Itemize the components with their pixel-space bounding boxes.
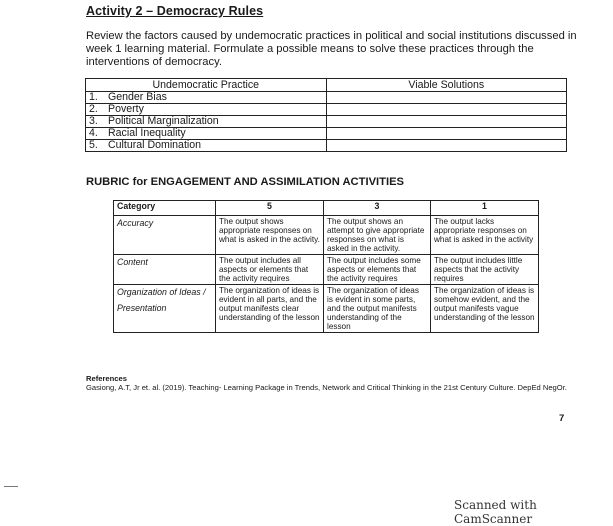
rubric-category: Organization of Ideas / xyxy=(117,287,206,297)
rubric-row-content xyxy=(114,255,539,285)
rubric-score-3-text: The organization of ideas is evident in some parts, and the output manifests understanding of the lesson xyxy=(324,285,431,333)
table-row xyxy=(86,128,567,140)
table-row xyxy=(86,92,567,104)
rubric-header-score-3: 3 xyxy=(324,201,431,216)
practices-table xyxy=(85,78,567,152)
rubric-score-3-text: The output shows an attempt to give appropriate responses on what is asked in the activity. xyxy=(324,216,431,255)
scan-mark xyxy=(4,486,18,487)
activity-instructions: Review the factors caused by undemocratic practices in political and social institutions discussed in week 1 learning material. Formulate a possible means to solve these practices through the interventions of democracy. xyxy=(86,30,577,68)
solution-cell xyxy=(326,140,566,152)
practice-label: Political Marginalization xyxy=(108,115,219,127)
solution-cell xyxy=(326,104,566,116)
rubric-row-organization xyxy=(114,285,539,333)
table-row xyxy=(86,104,567,116)
rubric-title: RUBRIC for ENGAGEMENT AND ASSIMILATION ACTIVITIES xyxy=(86,176,405,188)
row-number: 4. xyxy=(89,127,98,139)
solution-cell xyxy=(326,116,566,128)
rubric-category: Accuracy xyxy=(114,216,216,255)
practice-label: Poverty xyxy=(108,103,144,115)
rubric-score-1-text: The organization of ideas is somehow evident, and the output manifests vague understanding of the lesson xyxy=(431,285,539,333)
scanner-watermark: Scanned with CamScanner xyxy=(454,498,537,526)
rubric-score-3-text: The output includes some aspects or elements that the activity requires xyxy=(324,255,431,285)
header-undemocratic-practice: Undemocratic Practice xyxy=(86,79,327,92)
rubric-category-cell xyxy=(114,285,216,333)
rubric-score-5-text: The organization of ideas is evident in all parts, and the output manifests clear understanding of the lesson xyxy=(216,285,324,333)
solution-cell xyxy=(326,92,566,104)
page-number: 7 xyxy=(559,413,565,424)
practice-label: Racial Inequality xyxy=(108,127,186,139)
practice-label: Cultural Domination xyxy=(108,139,202,151)
activity-title: Activity 2 – Democracy Rules xyxy=(86,4,264,18)
row-number: 5. xyxy=(89,139,98,151)
references xyxy=(86,374,586,392)
table-row xyxy=(86,116,567,128)
rubric-score-1-text: The output lacks appropriate responses on what is asked in the activity xyxy=(431,216,539,255)
rubric-category: Content xyxy=(114,255,216,285)
rubric-row-accuracy xyxy=(114,216,539,255)
rubric-score-1-text: The output includes little aspects that the activity requires xyxy=(431,255,539,285)
header-viable-solutions: Viable Solutions xyxy=(326,79,566,92)
rubric-category-sub: Presentation xyxy=(117,303,167,313)
rubric-header-category: Category xyxy=(114,201,216,216)
practice-label: Gender Bias xyxy=(108,91,167,103)
row-number: 2. xyxy=(89,103,98,115)
rubric-header-score-5: 5 xyxy=(216,201,324,216)
rubric-header-row xyxy=(114,201,539,216)
rubric-header-score-1: 1 xyxy=(431,201,539,216)
row-number: 1. xyxy=(89,91,98,103)
row-number: 3. xyxy=(89,115,98,127)
rubric-score-5-text: The output includes all aspects or elements that the activity requires xyxy=(216,255,324,285)
solution-cell xyxy=(326,128,566,140)
practices-table-header xyxy=(86,79,567,92)
references-text: Gasiong, A.T, Jr et. al. (2019). Teaching- Learning Package in Trends, Network and Critical Thinking in the 21st Century Culture. DepEd NegOr. xyxy=(86,383,567,392)
table-row xyxy=(86,140,567,152)
rubric-table xyxy=(113,200,539,333)
rubric-score-5-text: The output shows appropriate responses on what is asked in the activity. xyxy=(216,216,324,255)
references-title: References xyxy=(86,374,127,383)
